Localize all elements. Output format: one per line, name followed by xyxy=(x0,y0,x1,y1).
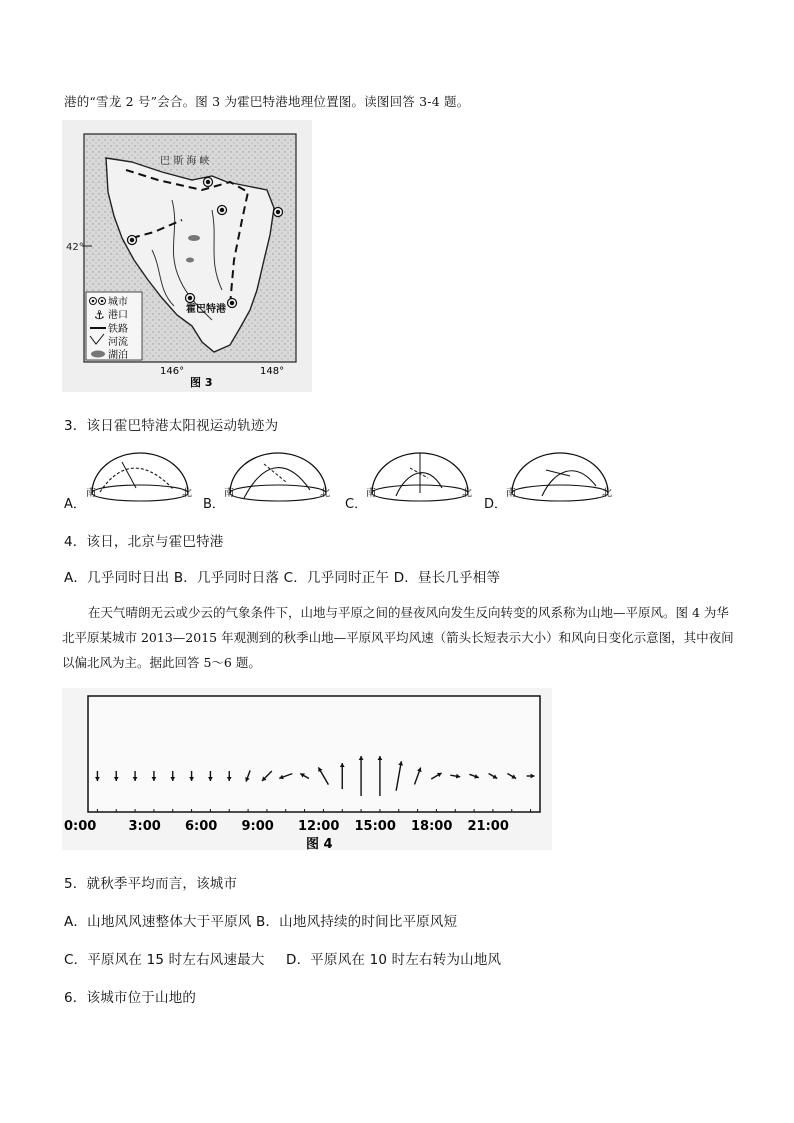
q4-stem: 4．该日，北京与霍巴特港 xyxy=(64,534,224,550)
q5-stem: 5．就秋季平均而言，该城市 xyxy=(64,876,238,892)
q4-options[interactable]: A．几乎同时日出 B．几乎同时日落 C．几乎同时正午 D．昼长几乎相等 xyxy=(64,570,501,586)
lon-label-146: 146° xyxy=(160,366,185,377)
q3-option-c-letter[interactable]: C． xyxy=(345,497,368,512)
figure3-caption: 图 3 xyxy=(190,376,213,389)
lon-label-148: 148° xyxy=(260,366,285,377)
time-label: 21:00 xyxy=(467,819,509,834)
hobart-label: 霍巴特港 xyxy=(186,304,226,315)
q3-option-d-letter[interactable]: D． xyxy=(484,497,508,512)
legend-label-river: 河流 xyxy=(108,337,128,348)
legend-label-city: 城市 xyxy=(108,297,128,308)
figure-3-map xyxy=(62,120,312,392)
lat-label: 42° xyxy=(66,242,84,253)
q3-a-north: 北 xyxy=(182,488,192,499)
q5-option-ab[interactable]: A．山地风风速整体大于平原风 B．山地风持续的时间比平原风短 xyxy=(64,914,458,930)
q3-option-b-diagram[interactable] xyxy=(224,448,334,508)
time-label: 3:00 xyxy=(128,819,161,834)
q3-b-south: 南 xyxy=(224,488,234,499)
lake-icon xyxy=(91,351,105,358)
time-label: 9:00 xyxy=(241,819,274,834)
q3-option-a-letter[interactable]: A． xyxy=(64,497,86,512)
passage-text: 在天气晴朗无云或少云的气象条件下，山地与平原之间的昼夜风向发生反向转变的风系称为山地—平原风。图 4 为华北平原某城市 2013—2015 年观测到的秋季山地—平原风平均风速（箭头长短表示大小）和风向日变化示意图，其中夜间以偏北风为主。据此回答 5～6 题。 xyxy=(62,605,734,670)
q3-option-a-diagram[interactable] xyxy=(86,448,196,508)
legend-label-lake: 湖泊 xyxy=(108,350,128,361)
q5-option-c[interactable]: C．平原风在 15 时左右风速最大 xyxy=(64,952,265,968)
time-label: 12:00 xyxy=(298,819,340,834)
q3-a-south: 南 xyxy=(86,488,96,499)
q5-option-d[interactable]: D．平原风在 10 时左右转为山地风 xyxy=(286,952,502,968)
intro-line: 港的“雪龙 2 号”会合。图 3 为霍巴特港地理位置图。读图回答 3-4 题。 xyxy=(64,94,470,109)
time-label: 15:00 xyxy=(354,819,396,834)
time-label: 0:00 xyxy=(64,819,97,834)
q3-option-b-letter[interactable]: B． xyxy=(203,497,225,512)
time-label: 18:00 xyxy=(411,819,453,834)
legend-label-port: 港口 xyxy=(108,310,128,321)
q3-b-north: 北 xyxy=(320,488,330,499)
figure4-caption: 图 4 xyxy=(306,837,333,850)
q3-c-north: 北 xyxy=(462,488,472,499)
q3-option-d-diagram[interactable] xyxy=(506,448,616,508)
q3-d-south: 南 xyxy=(506,488,516,499)
q3-stem: 3．该日霍巴特港太阳视运动轨迹为 xyxy=(64,418,279,434)
time-label: 6:00 xyxy=(185,819,218,834)
q3-c-south: 南 xyxy=(366,488,376,499)
q6-stem: 6．该城市位于山地的 xyxy=(64,990,197,1006)
port-anchor-icon: ⚓ xyxy=(94,308,105,322)
strait-label: 巴 斯 海 峡 xyxy=(160,156,210,167)
legend-label-railway: 铁路 xyxy=(108,324,128,335)
q3-d-north: 北 xyxy=(602,488,612,499)
q3-option-c-diagram[interactable] xyxy=(366,448,476,508)
figure4-frame xyxy=(88,696,540,812)
figure-4-wind-chart xyxy=(62,688,552,850)
